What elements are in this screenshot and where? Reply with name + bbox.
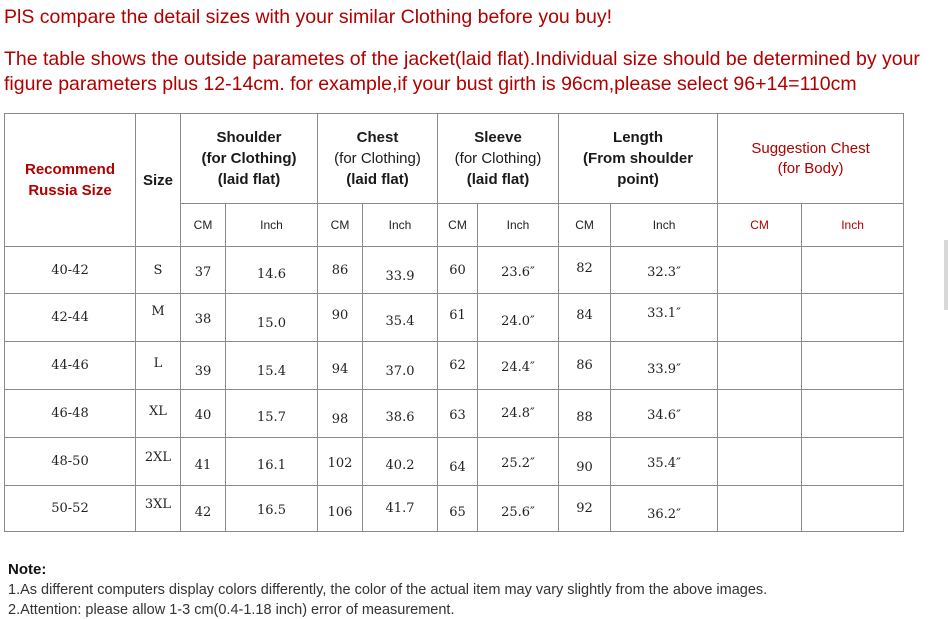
cell-chest-inch-text: 37.0 [385, 364, 415, 379]
cell-shoulder-cm-text: 39 [194, 364, 212, 379]
cell-shoulder-inch-text: 15.0 [257, 316, 286, 331]
cell-suggestion-cm [718, 247, 802, 294]
cell-size-text: 2XL [144, 450, 172, 465]
cell-sleeve-inch-text: 25.2″ [501, 456, 535, 471]
header-length-line2: (From shoulder [583, 150, 694, 167]
cell-length-cm [559, 294, 611, 342]
cell-size [136, 390, 181, 438]
table-row [5, 294, 904, 342]
cell-length-cm [559, 438, 611, 486]
cell-length-cm [559, 247, 611, 294]
cell-sleeve-inch [478, 486, 559, 532]
cell-length-cm-text: 90 [576, 460, 593, 475]
cell-size [136, 438, 181, 486]
cell-suggestion-inch [802, 247, 904, 294]
cell-length-inch [611, 438, 718, 486]
cell-length-inch [611, 247, 718, 294]
cell-chest-cm-text: 106 [327, 505, 353, 520]
table-header [5, 114, 904, 247]
page-scrollbar[interactable] [944, 240, 948, 310]
cell-length-cm-text: 82 [576, 260, 593, 276]
unit-suggestion-inch: Inch [802, 204, 904, 247]
cell-chest-inch-text: 41.7 [385, 501, 415, 516]
unit-length-inch: Inch [611, 204, 718, 247]
cell-shoulder-inch [226, 438, 318, 486]
table-row [5, 486, 904, 532]
cell-length-cm-text: 88 [576, 410, 593, 425]
cell-chest-inch [363, 390, 438, 438]
cell-chest-inch [363, 438, 438, 486]
cell-length-cm-text: 86 [576, 358, 593, 373]
cell-sleeve-cm-text: 60 [449, 262, 466, 278]
cell-sleeve-cm [438, 294, 478, 342]
cell-suggestion-cm [718, 342, 802, 390]
cell-sleeve-cm [438, 438, 478, 486]
cell-sleeve-inch-text: 23.6″ [501, 264, 535, 280]
cell-sleeve-cm [438, 390, 478, 438]
cell-shoulder-inch-text: 15.4 [257, 364, 286, 379]
header-shoulder [181, 114, 318, 204]
cell-chest-inch-text: 38.6 [385, 410, 415, 425]
cell-chest-inch [363, 342, 438, 390]
cell-chest-cm-text: 102 [327, 456, 353, 471]
cell-suggestion-inch [802, 342, 904, 390]
header-size-label: Size [142, 171, 173, 189]
cell-shoulder-cm-text: 37 [194, 264, 212, 280]
unit-sleeve-inch: Inch [478, 204, 559, 247]
cell-size-text: L [153, 356, 163, 371]
cell-chest-cm-text: 98 [331, 412, 349, 427]
cell-sleeve-cm-text: 65 [449, 505, 466, 520]
cell-sleeve-inch [478, 390, 559, 438]
cell-length-inch-text: 33.1″ [647, 306, 681, 321]
cell-shoulder-inch [226, 390, 318, 438]
cell-sleeve-inch [478, 294, 559, 342]
header-recommend-line1: Recommend [24, 161, 116, 178]
cell-sleeve-inch [478, 438, 559, 486]
cell-shoulder-inch-text: 14.6 [257, 266, 286, 282]
cell-length-inch-text: 35.4″ [647, 456, 681, 471]
header-sleeve [438, 114, 559, 204]
header-chest-line1: Chest [356, 129, 399, 146]
cell-size [136, 247, 181, 294]
header-chest-line3: (laid flat) [346, 171, 409, 188]
cell-russia-size-text: 46-48 [51, 406, 89, 421]
cell-length-cm-text: 84 [576, 308, 593, 323]
cell-size-text: S [153, 262, 163, 278]
table-row [5, 247, 904, 294]
cell-chest-inch-text: 40.2 [385, 458, 415, 473]
cell-length-inch [611, 486, 718, 532]
cell-sleeve-cm-text: 64 [449, 460, 466, 475]
cell-chest-inch-text: 35.4 [385, 314, 415, 329]
cell-russia-size-text: 48-50 [51, 454, 89, 469]
cell-russia-size [5, 294, 136, 342]
cell-chest-cm [318, 486, 363, 532]
header-suggestion-line1: Suggestion Chest [751, 139, 870, 157]
header-length [559, 114, 718, 204]
cell-suggestion-inch [802, 390, 904, 438]
cell-chest-inch [363, 294, 438, 342]
header-sleeve-line1: Sleeve [474, 129, 522, 146]
header-recommend-russia-size [5, 114, 136, 247]
cell-suggestion-cm [718, 486, 802, 532]
table-row [5, 390, 904, 438]
header-size [136, 114, 181, 247]
cell-shoulder-cm [181, 342, 226, 390]
header-length-line1: Length [613, 129, 664, 146]
cell-chest-cm [318, 438, 363, 486]
cell-size [136, 294, 181, 342]
header-shoulder-line2: (for Clothing) [201, 150, 297, 167]
cell-size-text: 3XL [144, 497, 172, 512]
cell-suggestion-cm [718, 294, 802, 342]
cell-shoulder-inch-text: 16.1 [257, 458, 286, 473]
header-shoulder-line3: (laid flat) [217, 171, 281, 188]
cell-suggestion-inch [802, 438, 904, 486]
cell-chest-inch [363, 247, 438, 294]
cell-size-text: XL [149, 404, 167, 419]
headline-description-2: figure parameters plus 12-14cm. for example,if your bust girth is 96cm,please select 96+14=110cm [4, 73, 857, 95]
header-sleeve-line3: (laid flat) [466, 171, 530, 188]
cell-shoulder-inch [226, 294, 318, 342]
cell-russia-size-text: 50-52 [51, 501, 89, 516]
cell-sleeve-inch-text: 24.0″ [501, 314, 535, 329]
note-title: Note: [8, 561, 47, 578]
cell-length-cm-text: 92 [576, 501, 593, 516]
cell-russia-size [5, 342, 136, 390]
cell-shoulder-inch-text: 16.5 [257, 503, 286, 518]
cell-chest-inch-text: 33.9 [385, 268, 415, 284]
header-sleeve-line2: (for Clothing) [454, 150, 542, 167]
cell-chest-cm-text: 90 [331, 308, 349, 323]
cell-chest-cm [318, 294, 363, 342]
cell-sleeve-cm [438, 486, 478, 532]
table-row [5, 438, 904, 486]
cell-chest-cm [318, 390, 363, 438]
cell-length-inch [611, 390, 718, 438]
cell-sleeve-inch [478, 247, 559, 294]
cell-shoulder-cm-text: 38 [194, 312, 212, 327]
table-body [5, 247, 904, 532]
unit-suggestion-cm: CM [718, 204, 802, 247]
unit-chest-inch: Inch [363, 204, 438, 247]
header-suggestion-chest [718, 114, 904, 204]
cell-shoulder-cm [181, 294, 226, 342]
cell-length-inch-text: 36.2″ [647, 507, 681, 522]
cell-length-inch [611, 294, 718, 342]
cell-length-inch-text: 33.9″ [647, 362, 681, 377]
cell-sleeve-inch [478, 342, 559, 390]
cell-chest-cm [318, 342, 363, 390]
cell-russia-size [5, 438, 136, 486]
cell-russia-size-text: 44-46 [51, 358, 89, 373]
cell-suggestion-cm [718, 390, 802, 438]
cell-shoulder-cm-text: 40 [194, 408, 212, 423]
cell-shoulder-inch [226, 486, 318, 532]
unit-sleeve-cm: CM [438, 204, 478, 247]
cell-shoulder-cm [181, 390, 226, 438]
cell-russia-size-text: 40-42 [51, 262, 89, 278]
cell-shoulder-cm [181, 247, 226, 294]
header-suggestion-line2: (for Body) [777, 159, 844, 177]
cell-size [136, 486, 181, 532]
cell-sleeve-inch-text: 24.8″ [501, 406, 535, 421]
cell-size-text: M [151, 304, 165, 319]
cell-russia-size [5, 247, 136, 294]
cell-suggestion-cm [718, 438, 802, 486]
headline-compare: PlS compare the detail sizes with your similar Clothing before you buy! [4, 6, 613, 28]
table-row [5, 342, 904, 390]
cell-russia-size [5, 390, 136, 438]
cell-length-inch-text: 32.3″ [647, 264, 681, 280]
note-color-disclaimer: 1.As different computers display colors differently, the color of the actual item may vary slightly from the above images. [8, 582, 768, 598]
cell-chest-cm-text: 94 [331, 362, 349, 377]
cell-sleeve-cm-text: 63 [449, 408, 466, 423]
header-chest [318, 114, 438, 204]
cell-shoulder-cm [181, 486, 226, 532]
cell-length-cm [559, 342, 611, 390]
cell-length-cm [559, 390, 611, 438]
size-chart-table [4, 113, 904, 532]
cell-sleeve-cm [438, 247, 478, 294]
unit-length-cm: CM [559, 204, 611, 247]
cell-sleeve-cm-text: 61 [449, 308, 466, 323]
unit-shoulder-inch: Inch [226, 204, 318, 247]
cell-sleeve-cm [438, 342, 478, 390]
headline-description-1: The table shows the outside parametes of the jacket(laid flat).Individual size should be determined by your [4, 48, 920, 70]
cell-sleeve-inch-text: 24.4″ [501, 360, 535, 375]
cell-shoulder-inch-text: 15.7 [257, 410, 286, 425]
cell-length-cm [559, 486, 611, 532]
cell-size [136, 342, 181, 390]
header-chest-line2: (for Clothing) [334, 150, 421, 167]
cell-shoulder-inch [226, 247, 318, 294]
cell-shoulder-cm-text: 42 [194, 505, 212, 520]
unit-chest-cm: CM [318, 204, 363, 247]
cell-sleeve-inch-text: 25.6″ [501, 505, 535, 520]
header-length-line3: point) [617, 171, 659, 188]
cell-chest-inch [363, 486, 438, 532]
note-measurement-error: 2.Attention: please allow 1-3 cm(0.4-1.18 inch) error of measurement. [8, 602, 455, 618]
cell-russia-size-text: 42-44 [51, 310, 89, 325]
cell-shoulder-cm-text: 41 [194, 458, 212, 473]
cell-russia-size [5, 486, 136, 532]
header-shoulder-line1: Shoulder [216, 129, 282, 146]
cell-suggestion-inch [802, 486, 904, 532]
cell-chest-cm [318, 247, 363, 294]
cell-shoulder-inch [226, 342, 318, 390]
header-recommend-line2: Russia Size [28, 182, 112, 199]
cell-chest-cm-text: 86 [331, 262, 349, 278]
cell-shoulder-cm [181, 438, 226, 486]
cell-sleeve-cm-text: 62 [449, 358, 466, 373]
unit-shoulder-cm: CM [181, 204, 226, 247]
cell-suggestion-inch [802, 294, 904, 342]
cell-length-inch [611, 342, 718, 390]
cell-length-inch-text: 34.6″ [647, 408, 681, 423]
